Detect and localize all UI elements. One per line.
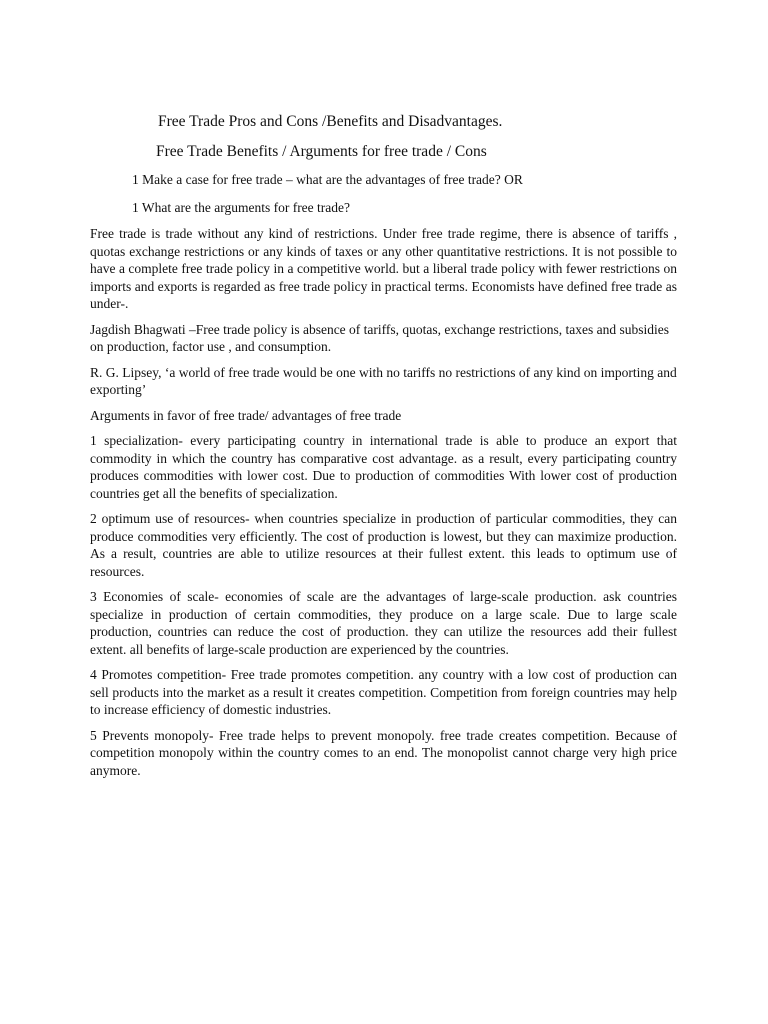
- question-one: 1 Make a case for free trade – what are the advantages of free trade? OR: [132, 172, 523, 187]
- paragraph-definition: Free trade is trade without any kind of restrictions. Under free trade regime, there is absence of tariffs , quotas exchange restrictions or any kinds of taxes or any other quantitative restrictions. It is not possible to have a complete free trade policy in a competitive world. but a liberal trade policy with fewer restrictions on imports and exports is regarded as free trade policy in practical terms. Economists have defined free trade as under-.: [90, 226, 677, 311]
- question-two: 1 What are the arguments for free trade?: [132, 200, 351, 215]
- paragraph-economies-of-scale: 3 Economies of scale- economies of scale are the advantages of large-scale production. ask countries specialize in production of certain commodities, they produce on a large scale. Due to large scale production, countries can reduce the cost of production. they can utilize the resources add their fullest extent. all benefits of large-scale production are experienced by the countries.: [90, 589, 677, 657]
- paragraph-lipsey: R. G. Lipsey, ‘a world of free trade would be one with no tariffs no restrictions of any kind on importing and exporting’: [90, 364, 677, 397]
- document-subtitle: Free Trade Benefits / Arguments for free trade / Cons: [156, 143, 487, 160]
- paragraph-optimum-use: 2 optimum use of resources- when countries specialize in production of particular commodities, they can produce commodities very efficiently. The cost of production is lowest, but they can maximize production. As a result, countries are able to utilize resources at their fullest extent. this leads to optimum use of resources.: [90, 511, 677, 579]
- document-body: [90, 225, 677, 787]
- paragraph-competition: 4 Promotes competition- Free trade promotes competition. any country with a low cost of production can sell products into the market as a result it creates competition. Competition from foreign countries may help to increase efficiency of domestic industries.: [90, 667, 677, 717]
- paragraph-specialization: 1 specialization- every participating country in international trade is able to produce an export that commodity in which the country has comparative cost advantage. as a result, every participating country produces commodities with lower cost. Due to production of commodities With lower cost of production countries get all the benefits of specialization.: [90, 433, 677, 501]
- paragraph-monopoly: 5 Prevents monopoly- Free trade helps to prevent monopoly. free trade creates competition. Because of competition monopoly within the country comes to an end. The monopolist cannot charge very high price anymore.: [90, 727, 677, 778]
- paragraph-bhagwati: Jagdish Bhagwati –Free trade policy is absence of tariffs, quotas, exchange restrictions, taxes and subsidies on production, factor use , and consumption.: [90, 321, 669, 354]
- document-title: Free Trade Pros and Cons /Benefits and Disadvantages.: [158, 113, 503, 130]
- section-heading-arguments: Arguments in favor of free trade/ advantages of free trade: [90, 407, 402, 423]
